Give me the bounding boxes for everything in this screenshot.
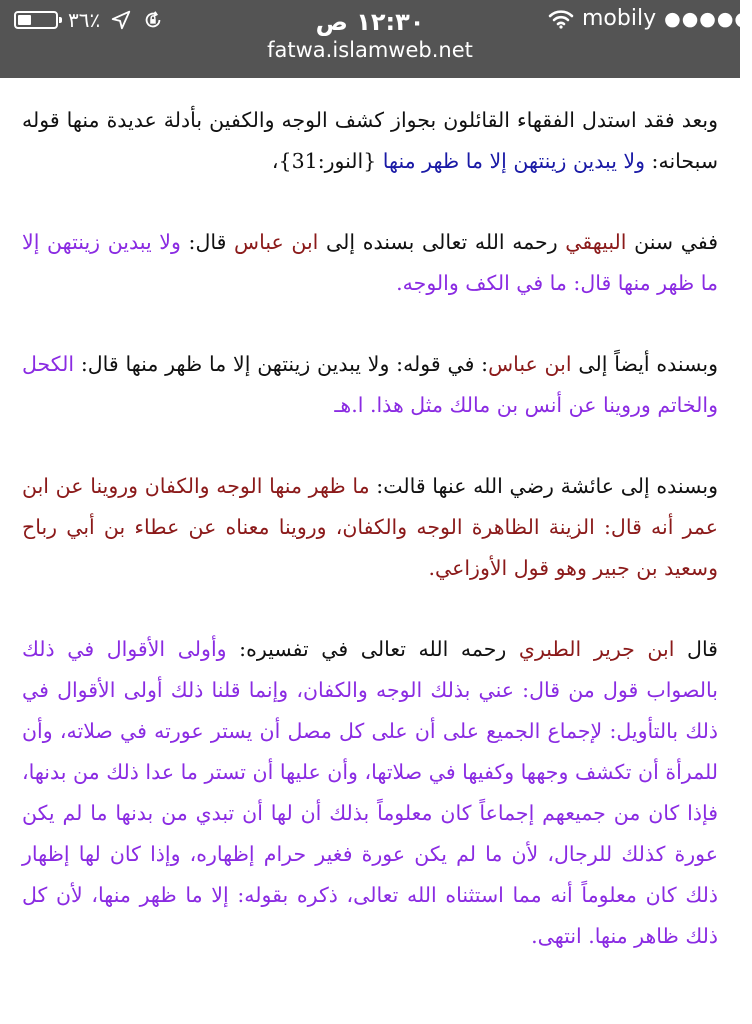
p3-text-a: وبسنده أيضاً إلى [571,352,718,376]
fatwa-article [0,78,740,957]
clock: ١٢:٣٠ ص [315,8,425,36]
p3-quote: الكحل والخاتم وروينا عن أنس بن مالك مثل هذا. ا.هـ [22,352,718,417]
browser-top-bar [0,0,752,78]
wifi-icon [548,9,574,29]
paragraph-2 [22,222,718,304]
paragraph-1 [22,100,718,182]
quran-verse: ولا يبدين زينتهن إلا ما ظهر منها [382,149,646,173]
battery-percent: ٣٦٪ [68,8,101,32]
paragraph-5 [22,629,718,957]
p2-text-b: رحمه الله تعالى بسنده إلى [318,230,566,254]
address-bar-url[interactable]: fatwa.islamweb.net [267,38,473,62]
p1-text: وبعد فقد استدل الفقهاء القائلون بجواز كشف الوجه والكفين بأدلة عديدة منها قوله سبحانه: [22,108,718,173]
p4-text-a: وبسنده إلى عائشة رضي الله عنها قالت: [369,474,718,498]
tabari-link[interactable]: ابن جرير الطبري [518,637,675,661]
ibn-abbas-link-2[interactable]: ابن عباس [488,352,572,376]
signal-strength-icon: ●●●●● [664,7,752,30]
paragraph-4 [22,466,718,589]
p5-quote: وأولى الأقوال في ذلك بالصواب قول من قال: عني بذلك الوجه والكفان، وإنما قلنا ذلك أولى الأقوال في ذلك بالتأويل: لإجماع الجميع على أن على كل مصل أن يستر عورته في صلاته، وأن للمرأة أن تكشف وجهها وكفيها في صلاتها، وأن عليها أن تستر ما عدا ذلك من بدنها، فإذا كان من جميعهم إجماعاً كان معلوماً بذلك أن لها أن تبدي من بدنها ما لم يكن عورة كذلك للرجال، لأن ما لم يكن عورة فغير حرام إظهاره، وإذا كان لها إظهار ذلك كان معلوماً أنه مما استثناه الله تعالى، ذكره بقوله: إلا ما ظهر منها، لأن كل ذلك ظاهر منها. انتهى. [22,637,718,948]
p2-text-c: قال: [180,230,235,254]
carrier-name: mobily [582,6,657,31]
p3-text-b: : في قوله: ولا يبدين زينتهن إلا ما ظهر منها قال: [74,352,489,376]
p5-text-a: قال [674,637,718,661]
p5-text-b: رحمه الله تعالى في تفسيره: [226,637,519,661]
status-bar [0,0,752,40]
p2-text-a: ففي سنن [626,230,718,254]
ibn-abbas-link[interactable]: ابن عباس [234,230,319,254]
surah-reference: {النور:31}، [271,149,383,173]
p4-quote: ما ظهر منها الوجه والكفان وروينا عن ابن عمر أنه قال: الزينة الظاهرة الوجه والكفان، وروينا معناه عن عطاء بن أبي رباح وسعيد بن جبير وهو قول الأوزاعي. [22,474,718,580]
p2-quote: ولا يبدين زينتهن إلا ما ظهر منها قال: ما في الكف والوجه. [22,230,718,295]
paragraph-3 [22,344,718,426]
carrier-group [548,6,752,31]
bayhaqi-link[interactable]: البيهقي [565,230,627,254]
